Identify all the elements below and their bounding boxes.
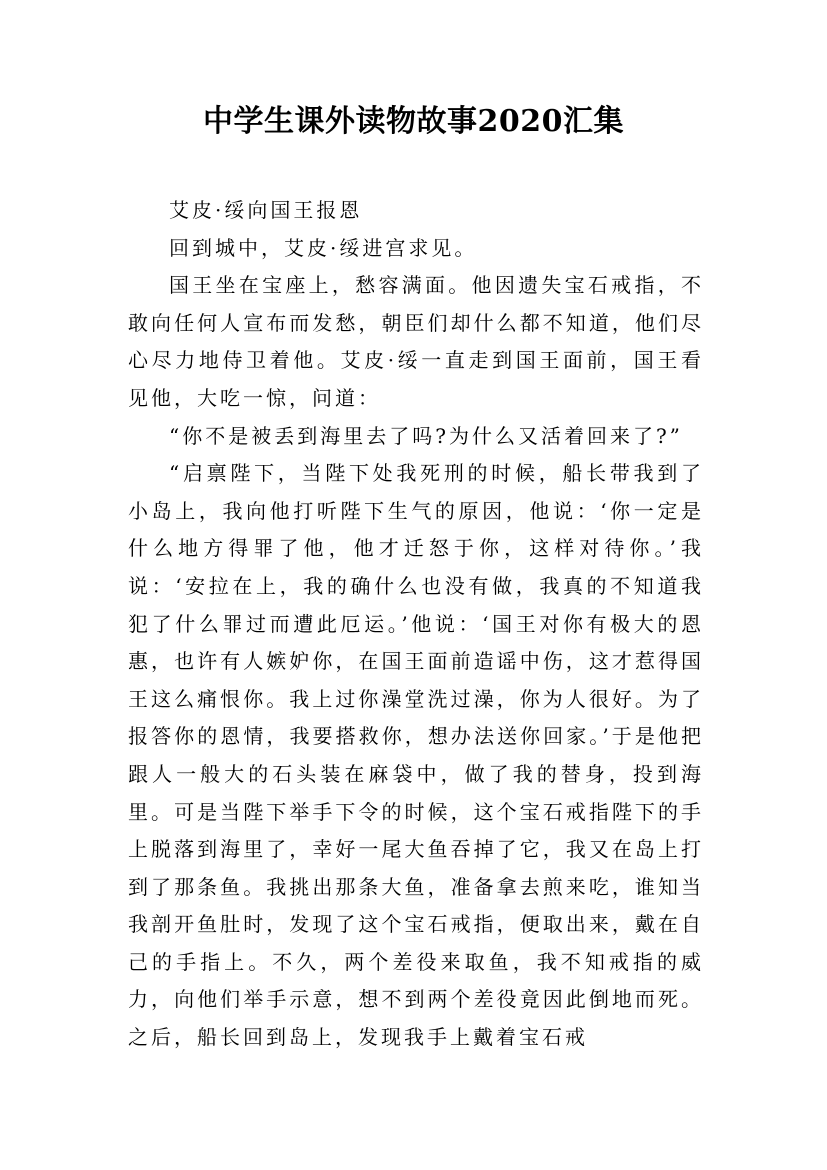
document-body [128, 192, 704, 1057]
paragraph: “启禀陛下，当陛下处我死刑的时候，船长带我到了小岛上，我向他打听陛下生气的原因，他说：‘你一定是什么地方得罪了他，他才迁怒于你，这样对待你。’我说：‘安拉在上，我的确什么也没有做，我真的不知道我犯了什么罪过而遭此厄运。’他说：‘国王对你有极大的恩惠，也许有人嫉妒你，在国王面前造谣中伤，这才惹得国王这么痛恨你。我上过你澡堂洗过澡，你为人很好。为了报答你的恩情，我要搭救你，想办法送你回家。’于是他把跟人一般大的石头装在麻袋中，做了我的替身，投到海里。可是当陛下举手下令的时候，这个宝石戒指陛下的手上脱落到海里了，幸好一尾大鱼吞掉了它，我又在岛上打到了那条鱼。我挑出那条大鱼，准备拿去煎来吃，谁知当我剖开鱼肚时，发现了这个宝石戒指，便取出来，戴在自己的手指上。不久，两个差役来取鱼，我不知戒指的威力，向他们举手示意，想不到两个差役竟因此倒地而死。之后，船长回到岛上，发现我手上戴着宝石戒 [128, 461, 704, 1050]
paragraph: 回到城中，艾皮·绥进宫求见。 [169, 235, 478, 260]
story-heading: 艾皮·绥向国王报恩 [169, 198, 363, 222]
document-title: 中学生课外读物故事2020汇集 [203, 104, 624, 139]
paragraph: 国王坐在宝座上，愁容满面。他因遗失宝石戒指，不敢向任何人宣布而发愁，朝臣们却什么都不知道，他们尽心尽力地侍卫着他。艾皮·绥一直走到国王面前，国王看见他，大吃一惊，问道： [128, 273, 704, 410]
paragraph: “你不是被丢到海里去了吗?为什么又活着回来了?” [169, 423, 683, 448]
